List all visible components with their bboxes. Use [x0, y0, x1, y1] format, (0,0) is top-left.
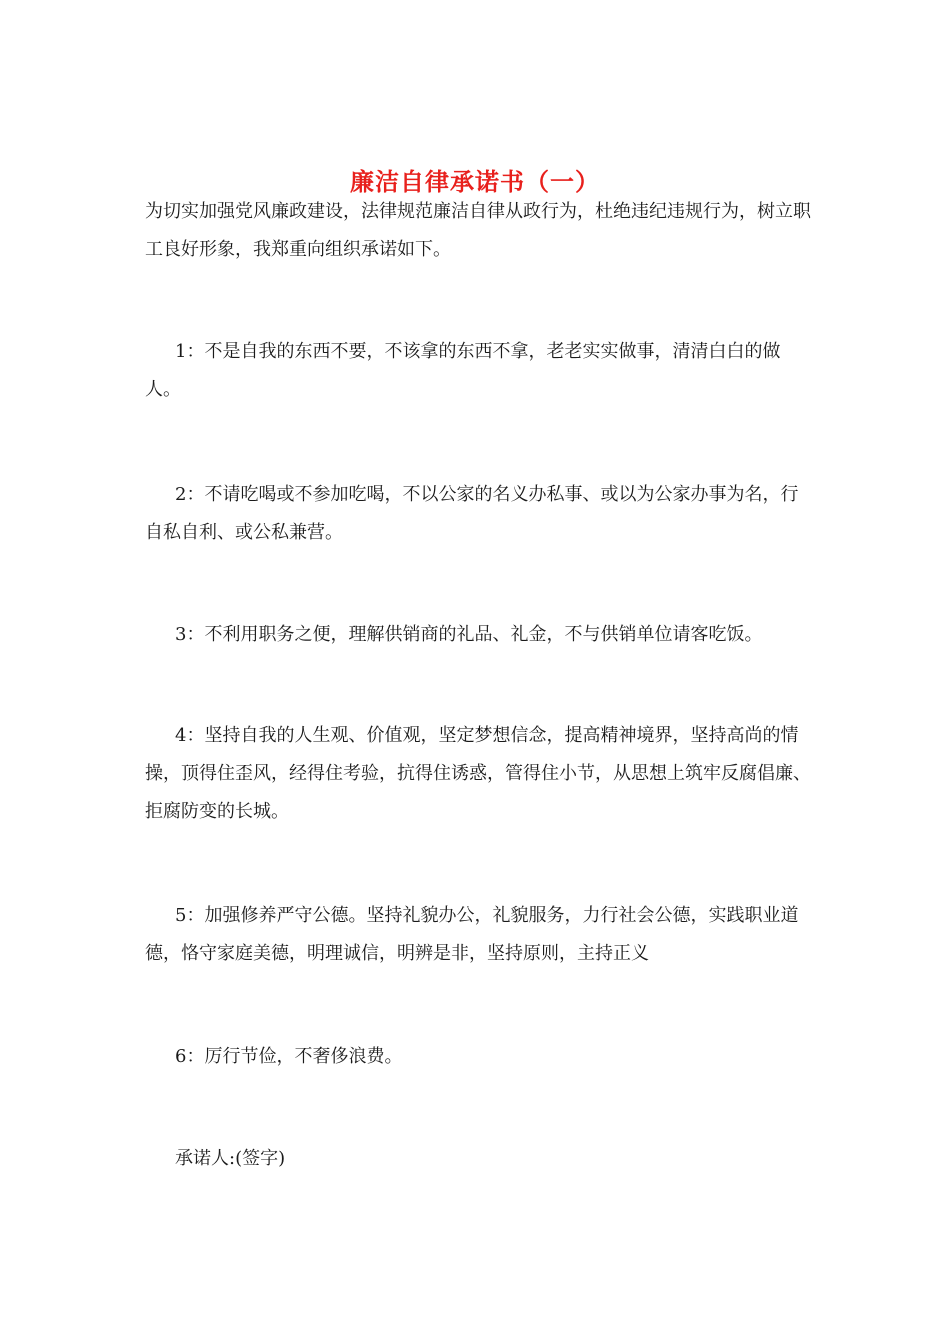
signature-line: 承诺人:(签字): [175, 1148, 286, 1169]
document-title: 廉洁自律承诺书（一）: [350, 167, 600, 197]
pledge-item-4: 4：坚持自我的人生观、价值观，坚定梦想信念，提高精神境界，坚持高尚的情操，顶得住歪风，经得住考验，抗得住诱惑，管得住小节，从思想上筑牢反腐倡廉、拒腐防变的长城。: [145, 725, 811, 822]
pledge-item-3: 3：不利用职务之便，理解供销商的礼品、礼金，不与供销单位请客吃饭。: [175, 624, 763, 645]
intro-paragraph: 为切实加强党风廉政建设，法律规范廉洁自律从政行为，杜绝违纪违规行为，树立职工良好形象，我郑重向组织承诺如下。: [145, 201, 811, 260]
pledge-item-2: 2：不请吃喝或不参加吃喝，不以公家的名义办私事、或以为公家办事为名，行自私自利、或公私兼营。: [145, 484, 799, 543]
pledge-item-6: 6：厉行节俭，不奢侈浪费。: [175, 1046, 403, 1067]
pledge-item-1: 1：不是自我的东西不要，不该拿的东西不拿，老老实实做事，清清白白的做人。: [145, 341, 781, 400]
pledge-item-5: 5：加强修养严守公德。坚持礼貌办公，礼貌服务，力行社会公德，实践职业道德，恪守家庭美德，明理诚信，明辨是非，坚持原则，主持正义: [145, 905, 799, 964]
